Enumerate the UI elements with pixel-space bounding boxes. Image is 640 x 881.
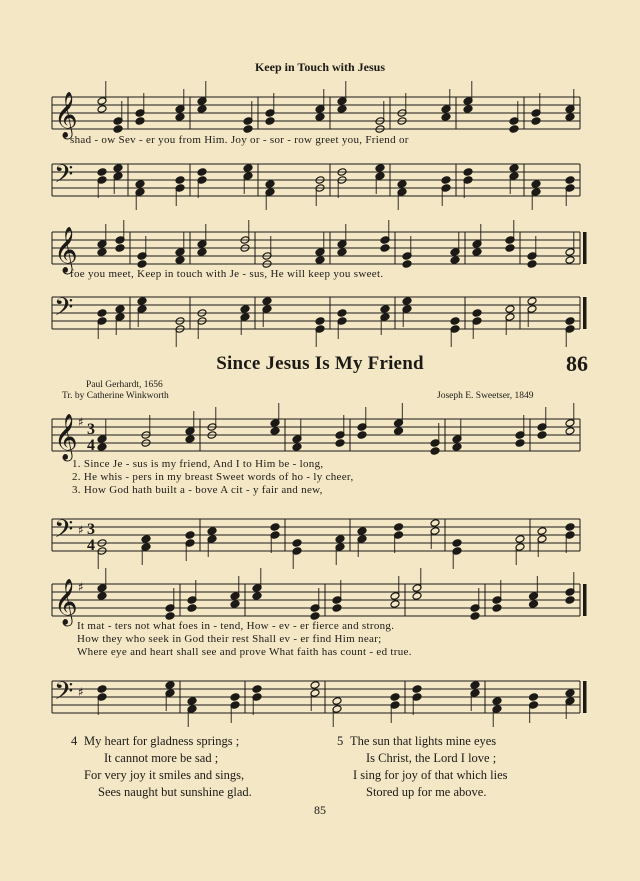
note-head [430,447,440,456]
note-head [509,125,519,134]
time-signature-top: 3 [87,421,95,438]
bass-clef-icon: 𝄢 [54,160,74,195]
note-head [243,125,253,134]
note-head [115,305,125,314]
note-head [412,685,422,694]
note-head [337,105,347,114]
note-head [315,113,325,122]
note-head [262,297,272,306]
note-head [537,527,547,536]
verse-5-number: 5 [337,734,344,748]
note-head [357,527,367,536]
hymn-title: Since Jesus Is My Friend [216,353,424,374]
treble-staff [40,227,580,273]
note-head [565,596,575,605]
note-head [527,297,537,306]
top-hymn-title: Keep in Touch with Jesus [254,60,386,74]
note-head [265,117,275,126]
note-head [97,685,107,694]
note-head [505,244,515,253]
key-signature-sharp-icon: ♯ [78,685,84,699]
note-head [402,260,412,269]
key-signature-sharp-icon: ♯ [78,415,84,429]
note-head [441,113,451,122]
verse-5-line: Stored up for me above. [366,785,487,799]
note-head [335,535,345,544]
bass-staff [40,515,580,555]
note-head [165,681,175,690]
note-head [97,248,107,257]
translator-credit: Tr. by Catherine Winkworth [62,391,169,401]
note-head [470,681,480,690]
verse-5-line: The sun that lights mine eyes [350,734,497,748]
note-head [335,439,345,448]
note-head [165,612,175,621]
lyric-line: foe you meet, Keep in touch with Je - sus, He will keep you sweet. [70,268,384,280]
note-head [537,431,547,440]
note-head [441,176,451,185]
note-head [187,697,197,706]
composer-credit: Joseph E. Sweetser, 1849 [437,391,534,401]
note-head [197,168,207,177]
note-head [472,248,482,257]
note-head [565,689,575,698]
verse-4-line: It cannot more be sad ; [104,751,219,765]
note-head [337,309,347,318]
note-head [252,592,262,601]
note-head [207,527,217,536]
time-signature-top: 3 [87,521,95,538]
lyric-line: 2. He whis - pers in my breast Sweet words of ho - ly cheer, [72,471,354,483]
note-head [450,317,460,326]
note-head [113,164,123,173]
note-head [97,105,107,114]
lyric-line: 1. Since Je - sus is my friend, And I to Him be - long, [72,458,324,470]
note-head [175,113,185,122]
verse-4-line: My heart for gladness springs ; [84,734,240,748]
note-head [185,531,195,540]
final-bar-line [583,584,587,616]
note-head [527,260,537,269]
note-head [97,168,107,177]
note-head [240,305,250,314]
note-head [265,180,275,189]
note-head [394,427,404,436]
lyric-line: How they who seek in God their rest Shall ev - er find Him near; [77,633,382,645]
note-head [529,693,539,702]
time-signature-bottom: 4 [87,437,95,454]
note-head [270,427,280,436]
note-head [430,519,440,528]
note-head [397,180,407,189]
note-head [230,693,240,702]
verse-4-number: 4 [71,734,78,748]
note-head [357,431,367,440]
note-head [252,685,262,694]
note-head [565,113,575,122]
note-head [402,297,412,306]
treble-clef-icon: 𝄞 [54,227,78,273]
note-head [315,256,325,265]
note-head [463,168,473,177]
verse-4-line: For very joy it smiles and sings, [84,768,245,782]
note-head [565,317,575,326]
note-head [412,592,422,601]
note-head [310,681,320,690]
note-head [492,697,502,706]
bass-clef-icon: 𝄢 [54,677,74,712]
treble-staff [40,579,580,625]
verse-4-line: Sees naught but sunshine glad. [98,785,252,799]
note-head [270,523,280,532]
note-head [531,117,541,126]
author-credit: Paul Gerhardt, 1656 [86,380,163,390]
note-head [470,612,480,621]
note-head [135,180,145,189]
note-head [380,244,390,253]
lyric-line: shad - ow Sev - er you from Him. Joy or - sor - row greet you, Friend or [70,134,409,146]
lyric-line: 3. How God hath built a - bove A cit - y fair and new, [72,484,323,496]
note-head [115,244,125,253]
note-head [394,523,404,532]
bass-staff [40,160,580,200]
bass-clef-icon: 𝄢 [54,293,74,328]
treble-clef-icon: 𝄞 [54,579,78,625]
note-head [175,176,185,185]
note-head [529,600,539,609]
note-head [332,604,342,613]
time-signature-bottom: 4 [87,537,95,554]
note-head [390,600,400,609]
note-head [185,435,195,444]
lyric-line: Where eye and heart shall see and prove What faith has count - ed true. [77,646,412,658]
treble-staff [40,92,580,138]
bass-clef-icon: 𝄢 [54,515,74,550]
note-head [565,427,575,436]
treble-clef-icon: 𝄞 [54,414,78,460]
note-head [135,117,145,126]
verse-5-line: I sing for joy of that which lies [353,768,508,782]
note-head [452,539,462,548]
treble-clef-icon: 𝄞 [54,92,78,138]
treble-staff [40,414,580,460]
final-bar-line [583,297,587,329]
note-head [380,305,390,314]
note-head [332,697,342,706]
note-head [450,256,460,265]
note-head [292,443,302,452]
page-number: 85 [314,803,326,817]
note-head [492,604,502,613]
note-head [565,176,575,185]
bass-staff [40,293,580,333]
note-head [230,600,240,609]
note-head [197,105,207,114]
final-bar-line [583,232,587,264]
note-head [452,443,462,452]
lyric-line: It mat - ters not what foes in - tend, How - ev - er fierce and strong. [77,620,395,632]
verse-5-line: Is Christ, the Lord I love ; [366,751,497,765]
note-head [509,164,519,173]
note-head [197,248,207,257]
note-head [243,164,253,173]
note-head [531,180,541,189]
note-head [515,439,525,448]
note-head [515,535,525,544]
note-head [141,535,151,544]
note-head [187,604,197,613]
note-head [97,592,107,601]
key-signature-sharp-icon: ♯ [78,523,84,537]
note-head [565,523,575,532]
note-head [97,443,107,452]
bass-staff [40,677,580,717]
note-head [97,309,107,318]
note-head [137,297,147,306]
hymn-number: 86 [566,351,588,376]
final-bar-line [583,681,587,713]
note-head [310,612,320,621]
note-head [505,305,515,314]
note-head [315,317,325,326]
note-head [337,248,347,257]
note-head [375,164,385,173]
note-head [390,693,400,702]
note-head [292,539,302,548]
note-head [463,105,473,114]
note-head [137,260,147,269]
note-head [113,125,123,134]
key-signature-sharp-icon: ♯ [78,580,84,594]
note-head [565,256,575,265]
note-head [175,256,185,265]
note-head [472,309,482,318]
